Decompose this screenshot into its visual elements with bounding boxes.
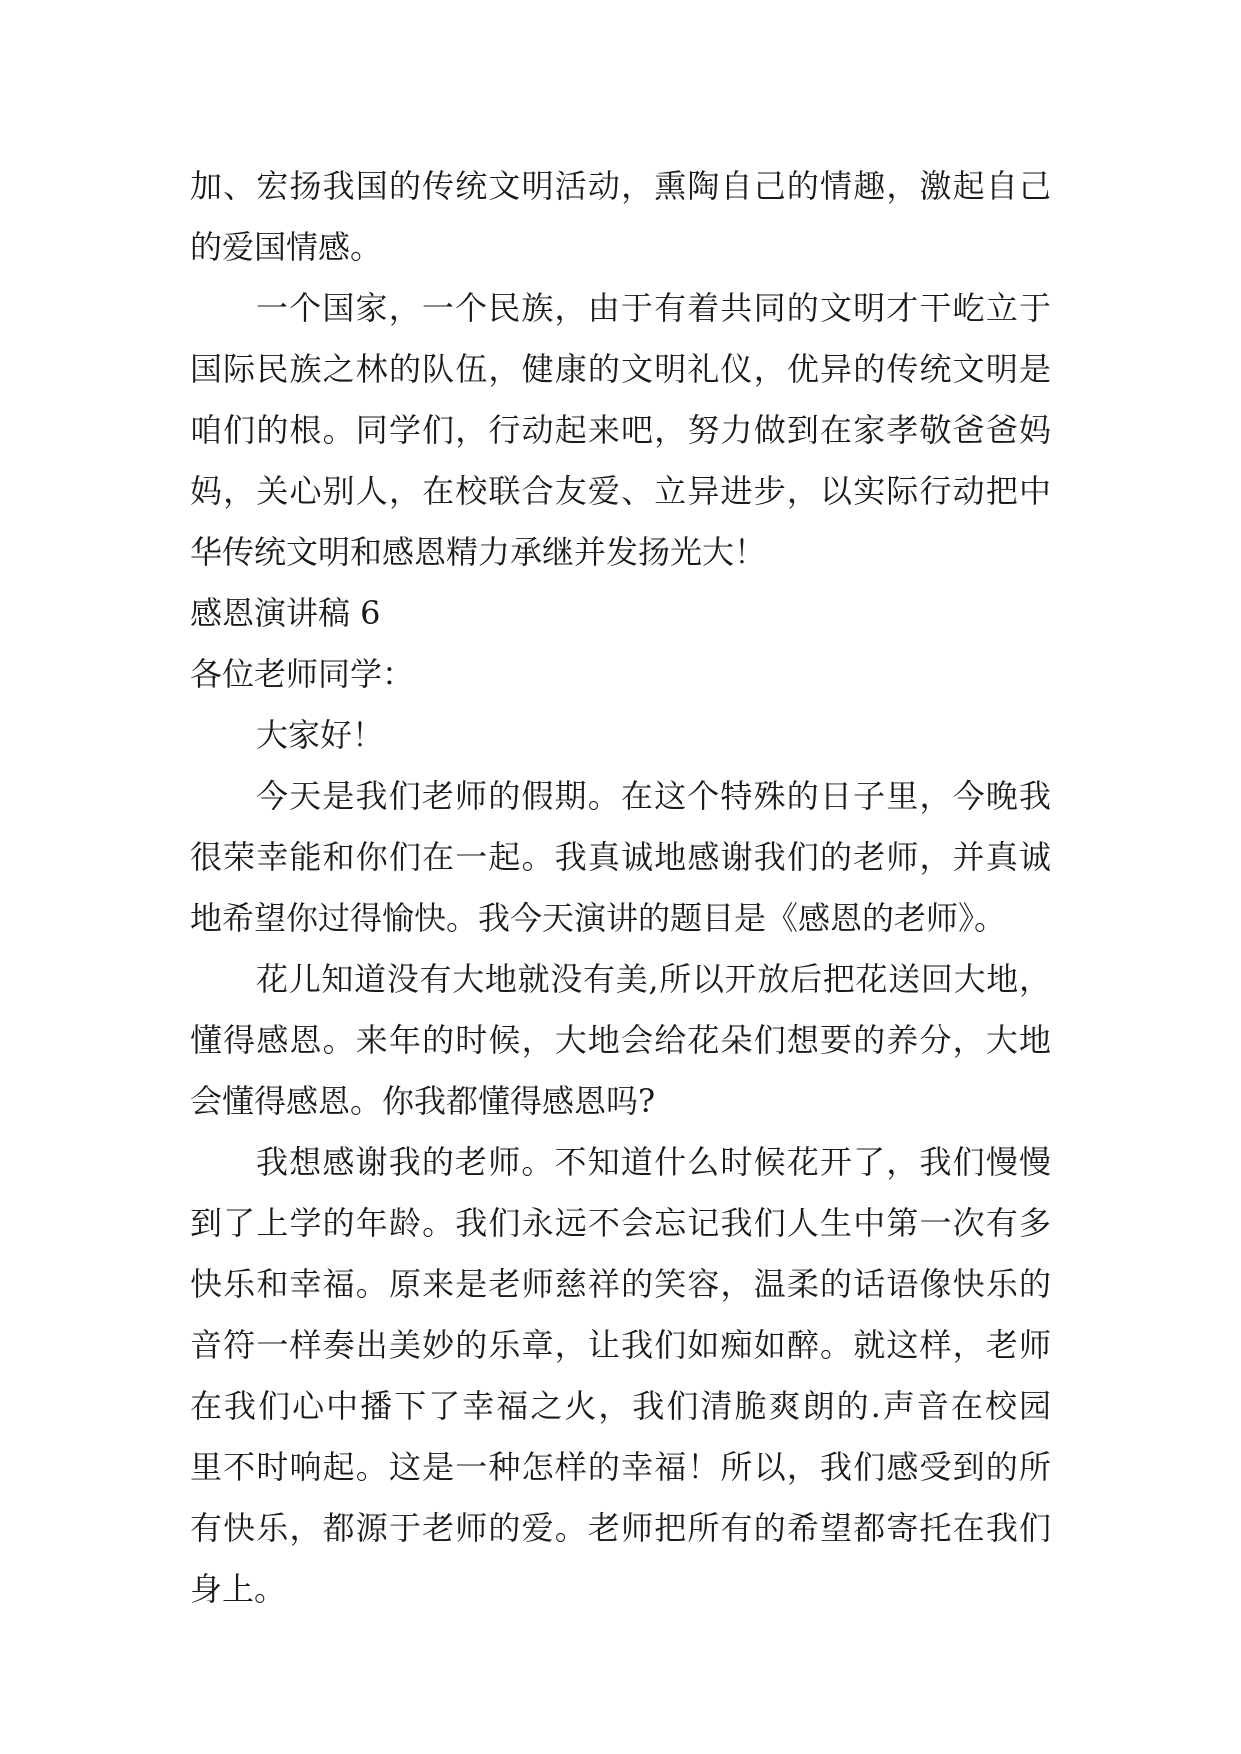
text-line: 的爱国情感。	[190, 228, 383, 266]
greeting	[190, 705, 1051, 766]
text-line: 快乐和幸福。原来是老师慈祥的笑容，温柔的话语像快乐的	[190, 1265, 1051, 1303]
text-line: 到了上学的年龄。我们永远不会忘记我们人生中第一次有多	[190, 1204, 1051, 1242]
text-line: 在我们心中播下了幸福之火，我们清脆爽朗的.声音在校园	[190, 1387, 1051, 1425]
section-heading	[190, 583, 1051, 644]
text-line: 加、宏扬我国的传统文明活动，熏陶自己的情趣，激起自己	[190, 167, 1051, 205]
text-line: 一个国家，一个民族，由于有着共同的文明才干屹立于	[256, 289, 1051, 327]
paragraph-national-culture	[190, 278, 1051, 583]
text-line: 音符一样奏出美妙的乐章，让我们如痴如醉。就这样，老师	[190, 1326, 1051, 1364]
text-line: 各位老师同学：	[190, 655, 415, 693]
text-line: 今天是我们老师的假期。在这个特殊的日子里，今晚我	[256, 777, 1051, 815]
paragraph-flowers	[190, 949, 1051, 1132]
text-line: 会懂得感恩。你我都懂得感恩吗?	[190, 1082, 656, 1120]
text-line: 懂得感恩。来年的时候，大地会给花朵们想要的养分，大地	[190, 1021, 1051, 1059]
text-line: 花儿知道没有大地就没有美,所以开放后把花送回大地，	[256, 960, 1051, 998]
paragraph-intro	[190, 766, 1051, 949]
text-line: 大家好！	[256, 716, 385, 754]
salutation	[190, 644, 1051, 705]
text-line: 华传统文明和感恩精力承继并发扬光大！	[190, 533, 767, 571]
text-line: 我想感谢我的老师。不知道什么时候花开了，我们慢慢	[256, 1143, 1051, 1181]
text-line: 有快乐，都源于老师的爱。老师把所有的希望都寄托在我们	[190, 1509, 1051, 1547]
paragraph-continuation	[190, 156, 1051, 278]
text-line: 妈，关心别人，在校联合友爱、立异进步，以实际行动把中	[190, 472, 1051, 510]
text-line: 里不时响起。这是一种怎样的幸福！所以，我们感受到的所	[190, 1448, 1051, 1486]
text-line: 身上。	[190, 1570, 287, 1608]
text-line: 很荣幸能和你们在一起。我真诚地感谢我们的老师，并真诚	[190, 838, 1051, 876]
text-line: 感恩演讲稿 6	[190, 594, 381, 632]
text-line: 咱们的根。同学们，行动起来吧，努力做到在家孝敬爸爸妈	[190, 411, 1051, 449]
document-body	[190, 156, 1051, 1620]
paragraph-thank-teacher	[190, 1132, 1051, 1620]
text-line: 国际民族之林的队伍，健康的文明礼仪，优异的传统文明是	[190, 350, 1051, 388]
text-line: 地希望你过得愉快。我今天演讲的题目是《感恩的老师》。	[190, 899, 1007, 937]
